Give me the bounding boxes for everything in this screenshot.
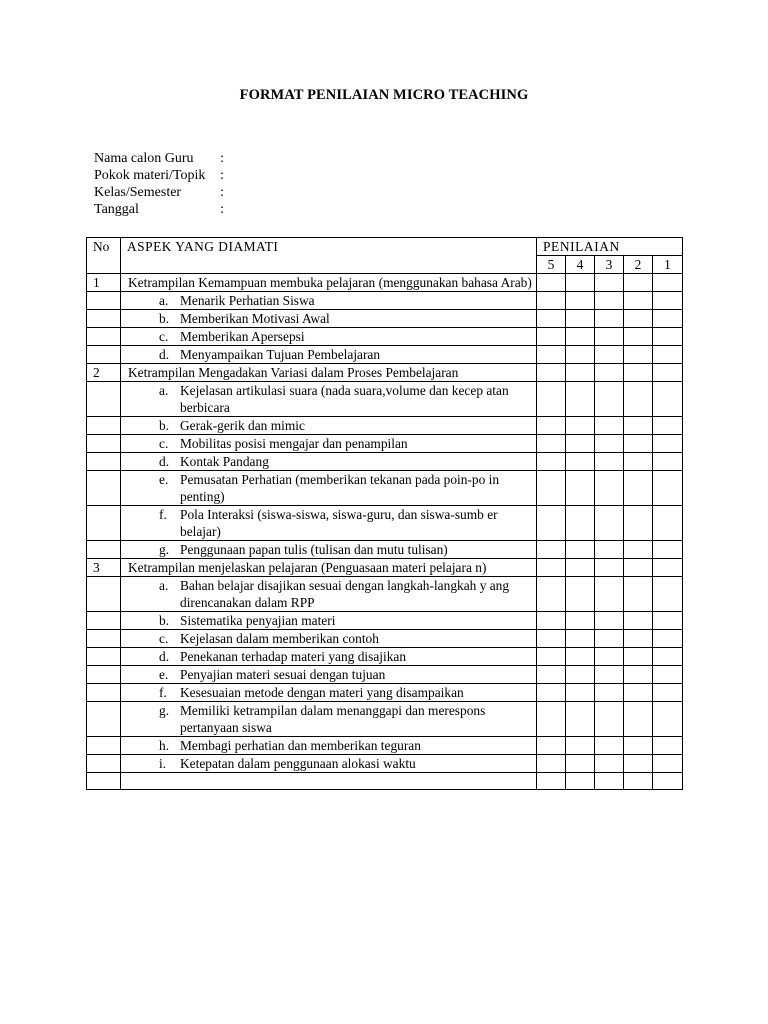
item-row	[87, 471, 683, 506]
score-cell[interactable]	[624, 737, 653, 755]
item-number-cell	[87, 292, 121, 310]
section-row	[87, 559, 683, 577]
score-cell[interactable]	[566, 737, 595, 755]
item-number-cell	[87, 541, 121, 559]
item-letter: d.	[159, 347, 170, 362]
score-cell[interactable]	[653, 310, 683, 328]
item-cell	[121, 630, 537, 648]
score-cell[interactable]	[653, 292, 683, 310]
score-cell[interactable]	[624, 471, 653, 506]
item-text: Penyajian materi sesuai dengan tujuan	[180, 667, 386, 682]
score-cell[interactable]	[653, 630, 683, 648]
item-number-cell	[87, 328, 121, 346]
score-cell[interactable]	[566, 417, 595, 435]
identity-fields	[94, 150, 230, 218]
item-row	[87, 684, 683, 702]
item-row	[87, 310, 683, 328]
field-kelas-semester	[94, 184, 230, 201]
item-letter: g.	[159, 542, 170, 557]
score-cell[interactable]	[537, 364, 566, 382]
item-cell	[121, 346, 537, 364]
score-cell[interactable]	[624, 541, 653, 559]
score-header-2: 2	[624, 256, 653, 274]
item-number-cell	[87, 435, 121, 453]
item-letter: a.	[159, 383, 169, 398]
score-cell[interactable]	[624, 364, 653, 382]
item-line	[127, 577, 536, 611]
score-cell[interactable]	[653, 328, 683, 346]
item-line	[127, 328, 536, 345]
item-text: Menyampaikan Tujuan Pembelajaran	[180, 347, 381, 362]
score-cell[interactable]	[624, 559, 653, 577]
item-letter: h.	[159, 738, 170, 753]
score-cell[interactable]	[595, 737, 624, 755]
score-cell[interactable]	[653, 364, 683, 382]
score-cell[interactable]	[653, 559, 683, 577]
score-cell[interactable]	[624, 417, 653, 435]
score-cell[interactable]	[653, 382, 683, 417]
score-cell[interactable]	[653, 506, 683, 541]
score-cell[interactable]	[537, 702, 566, 737]
score-cell[interactable]	[653, 737, 683, 755]
score-cell[interactable]	[537, 453, 566, 471]
item-letter: c.	[159, 631, 169, 646]
item-line	[127, 346, 536, 363]
field-tanggal	[94, 201, 230, 218]
item-number-cell	[87, 630, 121, 648]
item-text: Kejelasan artikulasi suara (nada suara,volume dan kecep atan berbicara	[180, 383, 509, 415]
score-cell[interactable]	[537, 737, 566, 755]
item-line	[127, 506, 536, 540]
item-letter: e.	[159, 472, 169, 487]
item-row	[87, 435, 683, 453]
score-cell[interactable]	[595, 666, 624, 684]
item-number-cell	[87, 417, 121, 435]
score-cell[interactable]	[595, 274, 624, 292]
item-letter: i.	[159, 756, 167, 771]
empty-cell	[87, 773, 121, 790]
item-row	[87, 577, 683, 612]
item-letter: c.	[159, 436, 169, 451]
item-cell	[121, 648, 537, 666]
item-text: Penekanan terhadap materi yang disajikan	[180, 649, 407, 664]
section-cell	[121, 274, 537, 292]
item-line	[127, 702, 536, 736]
item-text: Memiliki ketrampilan dalam menanggapi dan merespons pertanyaan siswa	[180, 703, 486, 735]
section-title: Ketrampilan menjelaskan pelajaran (Penguasaan materi pelajara n)	[128, 560, 487, 575]
score-header-5: 5	[537, 256, 566, 274]
item-row	[87, 506, 683, 541]
section-number: 2	[87, 364, 121, 382]
score-cell[interactable]	[653, 417, 683, 435]
section-row	[87, 364, 683, 382]
item-cell	[121, 328, 537, 346]
item-row	[87, 382, 683, 417]
score-cell[interactable]	[653, 684, 683, 702]
item-text: Kejelasan dalam memberikan contoh	[180, 631, 379, 646]
item-cell	[121, 612, 537, 630]
score-cell[interactable]	[595, 471, 624, 506]
item-letter: f.	[159, 507, 167, 522]
item-letter: b.	[159, 311, 170, 326]
section-title: Ketrampilan Kemampuan membuka pelajaran (menggunakan bahasa Arab)	[128, 275, 532, 290]
field-pokok-materi	[94, 167, 230, 184]
item-text: Bahan belajar disajikan sesuai dengan langkah-langkah y ang direncanakan dalam RPP	[180, 578, 510, 610]
item-letter: d.	[159, 454, 170, 469]
item-cell	[121, 506, 537, 541]
item-text: Gerak-gerik dan mimic	[180, 418, 305, 433]
score-cell[interactable]	[595, 453, 624, 471]
item-line	[127, 541, 536, 558]
item-text: Sistematika penyajian materi	[180, 613, 336, 628]
score-cell[interactable]	[653, 648, 683, 666]
item-letter: a.	[159, 578, 169, 593]
item-text: Penggunaan papan tulis (tulisan dan mutu tulisan)	[180, 542, 448, 557]
score-cell[interactable]	[537, 435, 566, 453]
score-cell[interactable]	[653, 435, 683, 453]
empty-row	[87, 773, 683, 790]
score-cell[interactable]	[595, 346, 624, 364]
score-cell[interactable]	[595, 435, 624, 453]
score-cell[interactable]	[624, 755, 653, 773]
table-body	[87, 238, 683, 790]
item-number-cell	[87, 648, 121, 666]
item-cell	[121, 666, 537, 684]
score-cell[interactable]	[566, 666, 595, 684]
field-colon: :	[220, 151, 224, 166]
score-cell[interactable]	[566, 435, 595, 453]
score-cell[interactable]	[653, 666, 683, 684]
item-row	[87, 292, 683, 310]
section-row	[87, 274, 683, 292]
score-cell[interactable]	[624, 346, 653, 364]
score-cell[interactable]	[566, 630, 595, 648]
item-cell	[121, 737, 537, 755]
empty-cell[interactable]	[624, 773, 653, 790]
score-cell[interactable]	[624, 666, 653, 684]
item-letter: g.	[159, 703, 170, 718]
header-penilaian: PENILAIAN	[537, 238, 683, 256]
score-cell[interactable]	[624, 577, 653, 612]
item-line	[127, 612, 536, 629]
empty-cell[interactable]	[537, 773, 566, 790]
item-number-cell	[87, 612, 121, 630]
score-cell[interactable]	[624, 382, 653, 417]
item-line	[127, 310, 536, 327]
score-cell[interactable]	[537, 274, 566, 292]
score-cell[interactable]	[537, 417, 566, 435]
document-title: FORMAT PENILAIAN MICRO TEACHING	[239, 87, 529, 103]
score-cell[interactable]	[595, 612, 624, 630]
score-cell[interactable]	[624, 453, 653, 471]
score-header-3: 3	[595, 256, 624, 274]
score-cell[interactable]	[566, 506, 595, 541]
item-row	[87, 666, 683, 684]
item-text: Pemusatan Perhatian (memberikan tekanan pada poin-po in penting)	[180, 472, 500, 504]
score-cell[interactable]	[537, 559, 566, 577]
item-number-cell	[87, 346, 121, 364]
score-cell[interactable]	[653, 702, 683, 737]
score-cell[interactable]	[537, 612, 566, 630]
score-cell[interactable]	[566, 364, 595, 382]
item-number-cell	[87, 577, 121, 612]
header-row	[87, 238, 683, 256]
score-cell[interactable]	[624, 292, 653, 310]
score-cell[interactable]	[653, 453, 683, 471]
score-cell[interactable]	[537, 471, 566, 506]
score-cell[interactable]	[537, 577, 566, 612]
score-cell[interactable]	[537, 292, 566, 310]
score-cell[interactable]	[595, 328, 624, 346]
item-text: Mobilitas posisi mengajar dan penampilan	[180, 436, 408, 451]
score-cell[interactable]	[653, 471, 683, 506]
item-line	[127, 292, 536, 309]
item-line	[127, 755, 536, 772]
score-cell[interactable]	[595, 648, 624, 666]
item-cell	[121, 471, 537, 506]
assessment-table	[86, 237, 683, 790]
item-text: Menarik Perhatian Siswa	[180, 293, 315, 308]
score-cell[interactable]	[624, 435, 653, 453]
item-text: Kesesuaian metode dengan materi yang disampaikan	[180, 685, 464, 700]
item-cell	[121, 702, 537, 737]
item-row	[87, 346, 683, 364]
field-label: Pokok materi/Topik	[94, 168, 206, 183]
score-cell[interactable]	[595, 310, 624, 328]
score-cell[interactable]	[537, 755, 566, 773]
score-cell[interactable]	[566, 382, 595, 417]
score-cell[interactable]	[566, 648, 595, 666]
field-label: Nama calon Guru	[94, 151, 194, 166]
score-cell[interactable]	[653, 577, 683, 612]
item-number-cell	[87, 506, 121, 541]
score-cell[interactable]	[537, 666, 566, 684]
score-cell[interactable]	[566, 612, 595, 630]
item-row	[87, 755, 683, 773]
score-cell[interactable]	[595, 559, 624, 577]
score-cell[interactable]	[595, 364, 624, 382]
item-line	[127, 684, 536, 701]
score-cell[interactable]	[537, 648, 566, 666]
item-letter: d.	[159, 649, 170, 664]
item-number-cell	[87, 310, 121, 328]
empty-cell[interactable]	[653, 773, 683, 790]
score-cell[interactable]	[566, 559, 595, 577]
field-colon: :	[220, 202, 224, 217]
item-row	[87, 737, 683, 755]
item-cell	[121, 577, 537, 612]
score-cell[interactable]	[595, 755, 624, 773]
score-cell[interactable]	[595, 417, 624, 435]
item-row	[87, 417, 683, 435]
item-row	[87, 630, 683, 648]
score-cell[interactable]	[566, 541, 595, 559]
score-cell[interactable]	[537, 630, 566, 648]
score-cell[interactable]	[595, 382, 624, 417]
item-line	[127, 630, 536, 647]
item-number-cell	[87, 382, 121, 417]
item-letter: a.	[159, 293, 169, 308]
item-line	[127, 453, 536, 470]
item-cell	[121, 417, 537, 435]
score-cell[interactable]	[566, 702, 595, 737]
item-letter: f.	[159, 685, 167, 700]
score-cell[interactable]	[537, 310, 566, 328]
score-cell[interactable]	[566, 274, 595, 292]
item-number-cell	[87, 755, 121, 773]
score-cell[interactable]	[566, 684, 595, 702]
field-label: Kelas/Semester	[94, 185, 182, 200]
section-number: 3	[87, 559, 121, 577]
item-text: Pola Interaksi (siswa-siswa, siswa-guru, dan siswa-sumb er belajar)	[180, 507, 498, 539]
score-cell[interactable]	[595, 292, 624, 310]
item-letter: c.	[159, 329, 169, 344]
score-cell[interactable]	[566, 328, 595, 346]
item-text: Kontak Pandang	[180, 454, 269, 469]
item-line	[127, 666, 536, 683]
score-cell[interactable]	[624, 274, 653, 292]
score-cell[interactable]	[566, 292, 595, 310]
item-row	[87, 541, 683, 559]
empty-cell[interactable]	[595, 773, 624, 790]
item-line	[127, 435, 536, 452]
score-cell[interactable]	[624, 630, 653, 648]
item-cell	[121, 684, 537, 702]
item-cell	[121, 435, 537, 453]
item-row	[87, 648, 683, 666]
item-line	[127, 417, 536, 434]
item-letter: b.	[159, 418, 170, 433]
item-number-cell	[87, 471, 121, 506]
score-cell[interactable]	[653, 346, 683, 364]
score-cell[interactable]	[537, 346, 566, 364]
score-header-1: 1	[653, 256, 683, 274]
score-cell[interactable]	[537, 684, 566, 702]
item-letter: e.	[159, 667, 169, 682]
empty-cell[interactable]	[566, 773, 595, 790]
score-cell[interactable]	[537, 328, 566, 346]
section-cell	[121, 364, 537, 382]
item-line	[127, 648, 536, 665]
section-number: 1	[87, 274, 121, 292]
score-cell[interactable]	[624, 328, 653, 346]
header-aspek: ASPEK YANG DIAMATI	[121, 238, 537, 274]
field-nama-calon-guru	[94, 150, 230, 167]
score-cell[interactable]	[595, 541, 624, 559]
score-cell[interactable]	[653, 612, 683, 630]
score-cell[interactable]	[624, 506, 653, 541]
score-cell[interactable]	[653, 755, 683, 773]
score-cell[interactable]	[653, 274, 683, 292]
item-row	[87, 702, 683, 737]
score-cell[interactable]	[566, 310, 595, 328]
score-cell[interactable]	[595, 577, 624, 612]
score-cell[interactable]	[624, 612, 653, 630]
item-text: Memberikan Apersepsi	[180, 329, 305, 344]
score-cell[interactable]	[595, 684, 624, 702]
item-cell	[121, 382, 537, 417]
score-cell[interactable]	[566, 471, 595, 506]
item-line	[127, 737, 536, 754]
item-row	[87, 453, 683, 471]
score-cell[interactable]	[566, 755, 595, 773]
score-cell[interactable]	[595, 630, 624, 648]
item-text: Memberikan Motivasi Awal	[180, 311, 330, 326]
score-cell[interactable]	[653, 541, 683, 559]
section-cell	[121, 559, 537, 577]
score-cell[interactable]	[595, 506, 624, 541]
item-row	[87, 328, 683, 346]
score-header-4: 4	[566, 256, 595, 274]
item-cell	[121, 541, 537, 559]
field-colon: :	[220, 185, 224, 200]
item-letter: b.	[159, 613, 170, 628]
item-cell	[121, 292, 537, 310]
item-number-cell	[87, 737, 121, 755]
score-cell[interactable]	[537, 382, 566, 417]
score-cell[interactable]	[566, 453, 595, 471]
header-no: No	[87, 238, 121, 274]
score-cell[interactable]	[624, 684, 653, 702]
item-cell	[121, 310, 537, 328]
item-row	[87, 612, 683, 630]
score-cell[interactable]	[595, 702, 624, 737]
item-text: Ketepatan dalam penggunaan alokasi waktu	[180, 756, 416, 771]
field-colon: :	[220, 168, 224, 183]
score-cell[interactable]	[537, 541, 566, 559]
item-cell	[121, 755, 537, 773]
item-text: Membagi perhatian dan memberikan teguran	[180, 738, 421, 753]
section-title: Ketrampilan Mengadakan Variasi dalam Proses Pembelajaran	[128, 365, 459, 380]
score-cell[interactable]	[566, 577, 595, 612]
item-number-cell	[87, 684, 121, 702]
item-number-cell	[87, 702, 121, 737]
item-number-cell	[87, 453, 121, 471]
item-line	[127, 471, 536, 505]
item-line	[127, 382, 536, 416]
empty-cell	[121, 773, 537, 790]
score-cell[interactable]	[537, 506, 566, 541]
field-label: Tanggal	[94, 202, 139, 217]
score-cell[interactable]	[624, 310, 653, 328]
item-cell	[121, 453, 537, 471]
score-cell[interactable]	[624, 648, 653, 666]
score-cell[interactable]	[566, 346, 595, 364]
item-number-cell	[87, 666, 121, 684]
score-cell[interactable]	[624, 702, 653, 737]
